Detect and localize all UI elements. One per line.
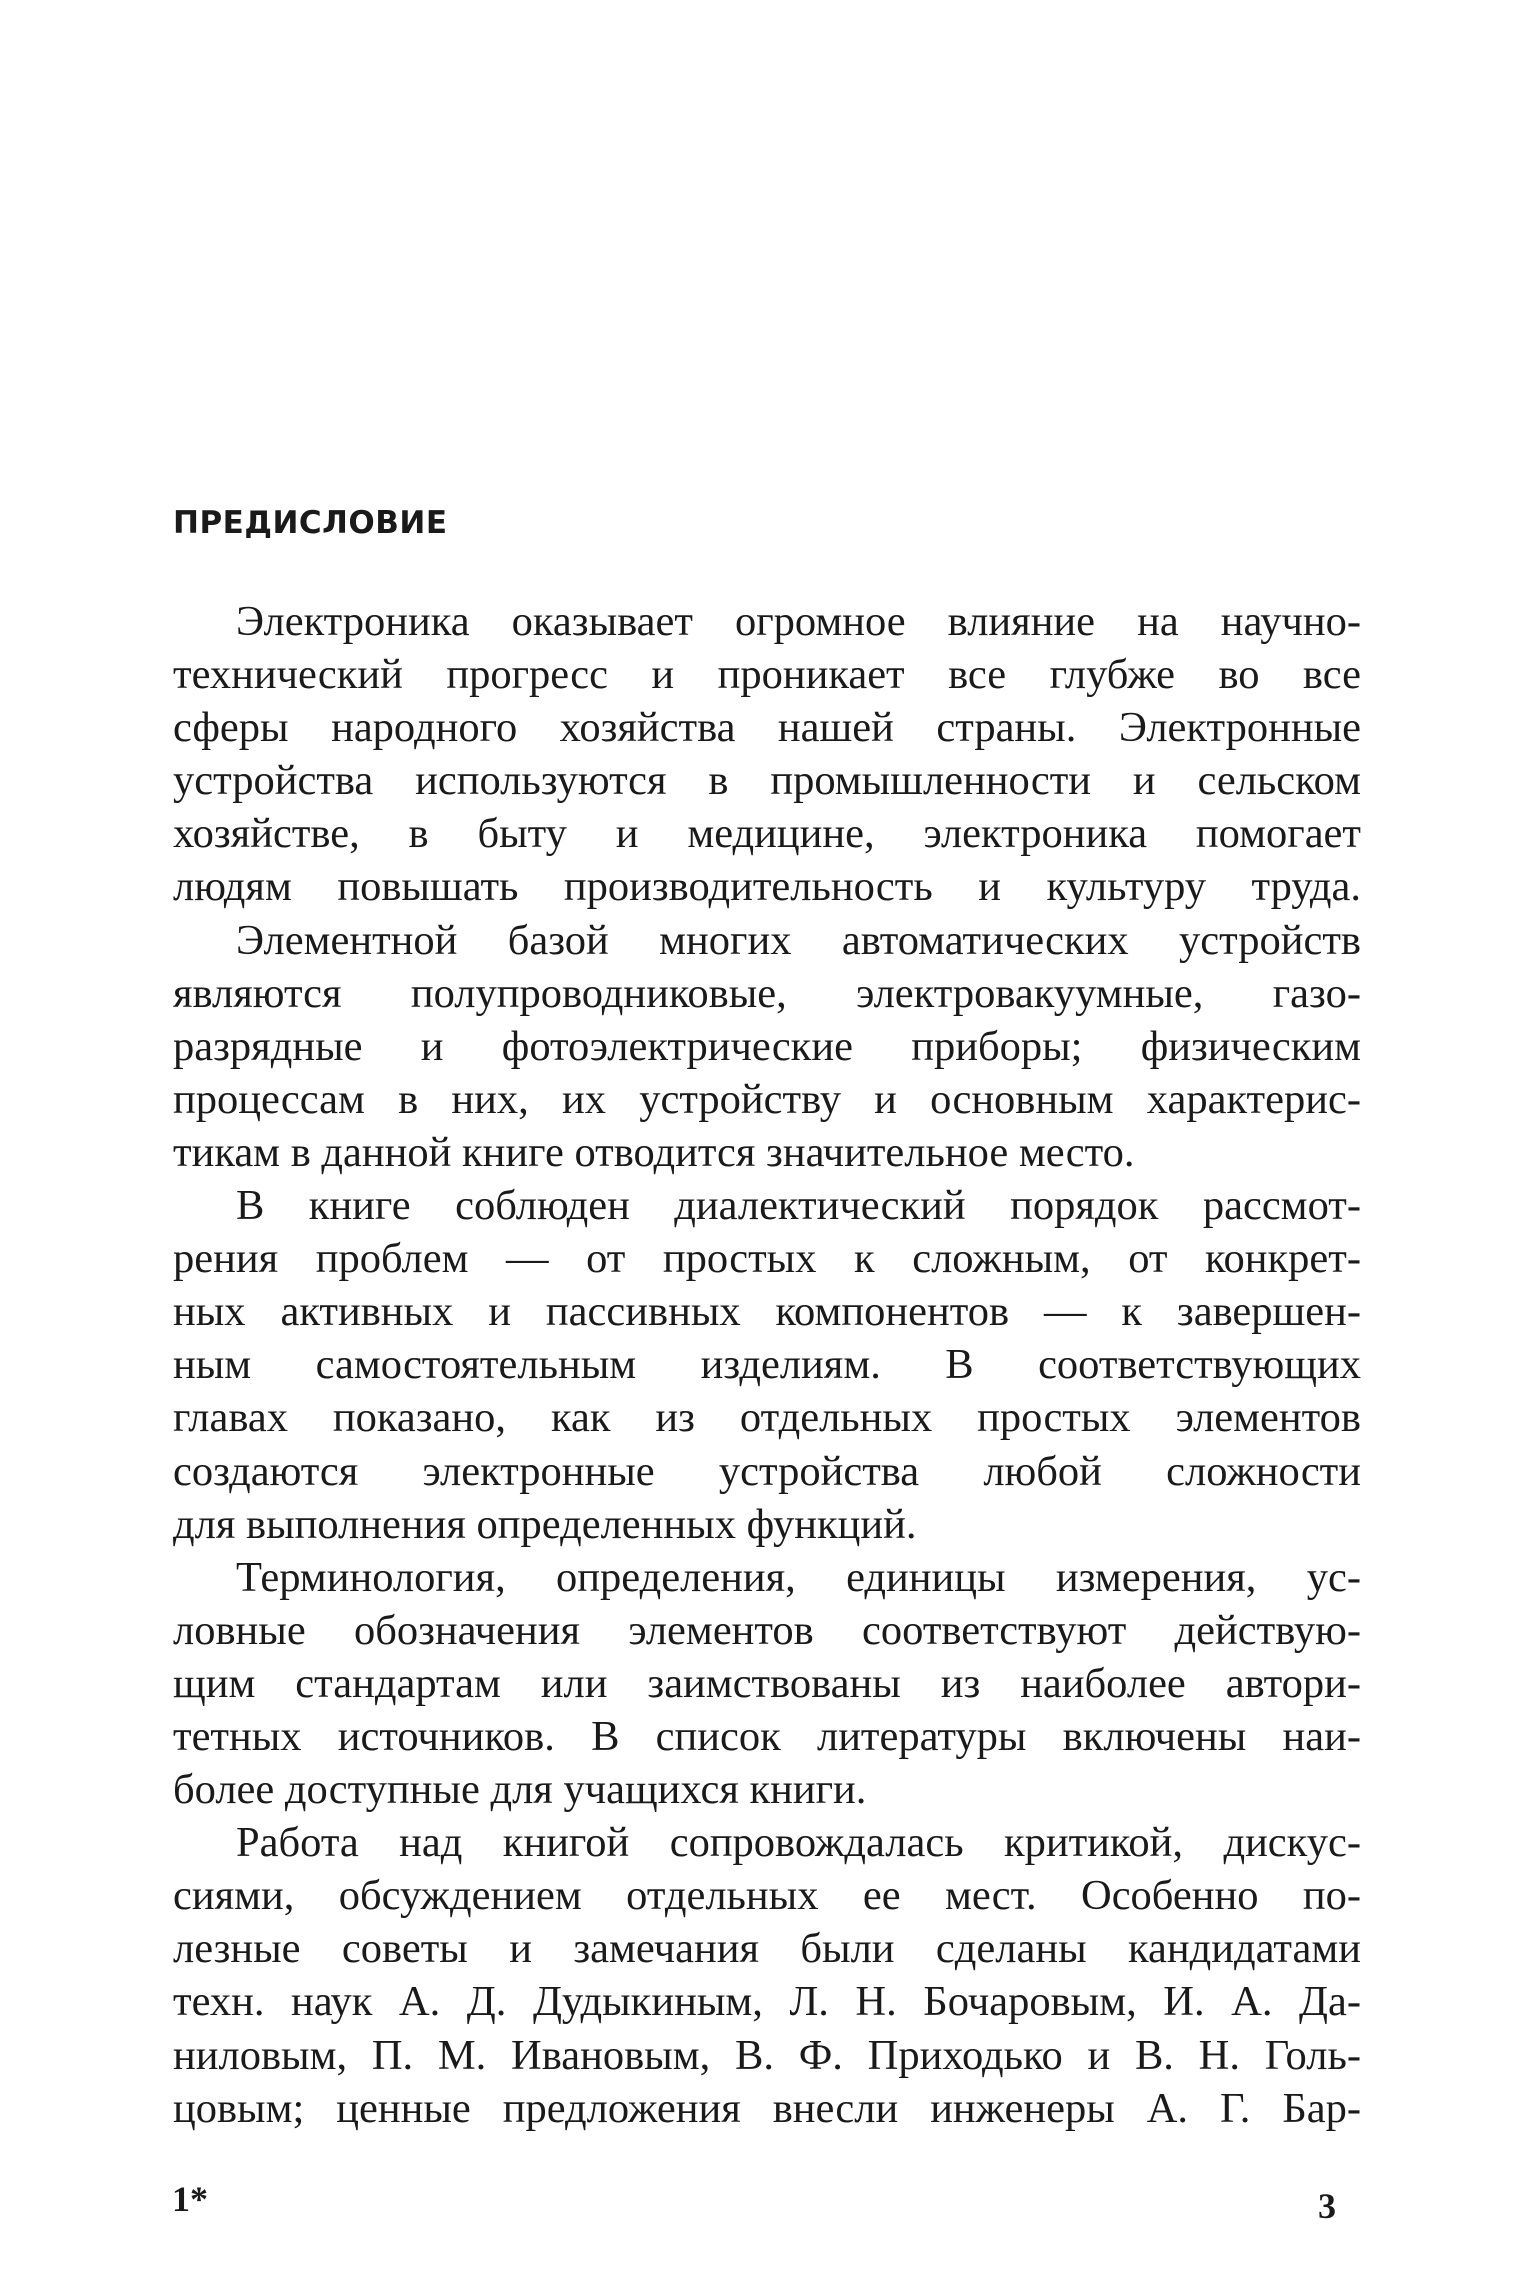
text-line: процессам в них, их устройству и основным характерис- — [173, 1075, 1361, 1123]
text-line: щим стандартам или заимствованы из наиболее автори- — [173, 1659, 1361, 1707]
text-line: сиями, обсуждением отдельных ее мест. Особенно по- — [173, 1872, 1361, 1920]
text-line: Работа над книгой сопровождалась критикой, дискус- — [236, 1819, 1361, 1867]
text-line: тикам в данной книге отводится значительное место. — [173, 1128, 1135, 1176]
text-line: ловные обозначения элементов соответствуют действую- — [173, 1606, 1361, 1654]
text-line: хозяйстве, в быту и медицине, электроника помогает — [173, 810, 1361, 858]
preface-text — [173, 595, 1361, 2135]
text-line: технический прогресс и проникает все глубже во все — [173, 651, 1361, 699]
text-line: разрядные и фотоэлектрические приборы; физическим — [173, 1022, 1361, 1070]
text-line: техн. наук А. Д. Дудыкиным, Л. Н. Бочаровым, И. А. Да- — [173, 1978, 1361, 2026]
text-line: рения проблем — от простых к сложным, от конкрет- — [173, 1235, 1361, 1283]
page-title: ПРЕДИСЛОВИЕ — [173, 505, 448, 541]
text-line: ных активных и пассивных компонентов — к завершен- — [173, 1288, 1361, 1336]
text-line: сферы народного хозяйства нашей страны. Электронные — [173, 704, 1361, 752]
text-line: тетных источников. В список литературы включены наи- — [173, 1712, 1361, 1760]
text-line: главах показано, как из отдельных простых элементов — [173, 1394, 1361, 1442]
text-line: цовым; ценные предложения внесли инженеры А. Г. Бар- — [173, 2084, 1361, 2132]
signature-mark: 1* — [172, 2179, 208, 2219]
text-line: Элементной базой многих автоматических устройств — [236, 916, 1361, 964]
text-line: ниловым, П. М. Ивановым, В. Ф. Приходько и В. Н. Голь- — [173, 2031, 1361, 2079]
text-line: лезные советы и замечания были сделаны кандидатами — [173, 1925, 1361, 1973]
text-line: людям повышать производительность и культуру труда. — [173, 863, 1361, 911]
text-line: Электроника оказывает огромное влияние на научно- — [236, 598, 1361, 645]
text-line: устройства используются в промышленности и сельском — [173, 757, 1361, 805]
text-line: для выполнения определенных функций. — [173, 1500, 917, 1548]
text-line: В книге соблюден диалектический порядок рассмот- — [236, 1182, 1361, 1230]
page-number: 3 — [1318, 2186, 1336, 2226]
text-line: ным самостоятельным изделиям. В соответствующих — [173, 1341, 1361, 1389]
text-line: создаются электронные устройства любой сложности — [173, 1447, 1361, 1495]
text-line: Терминология, определения, единицы измерения, ус- — [236, 1553, 1361, 1601]
text-line: являются полупроводниковые, электровакуумные, газо- — [173, 969, 1361, 1017]
text-line: более доступные для учащихся книги. — [173, 1766, 867, 1814]
